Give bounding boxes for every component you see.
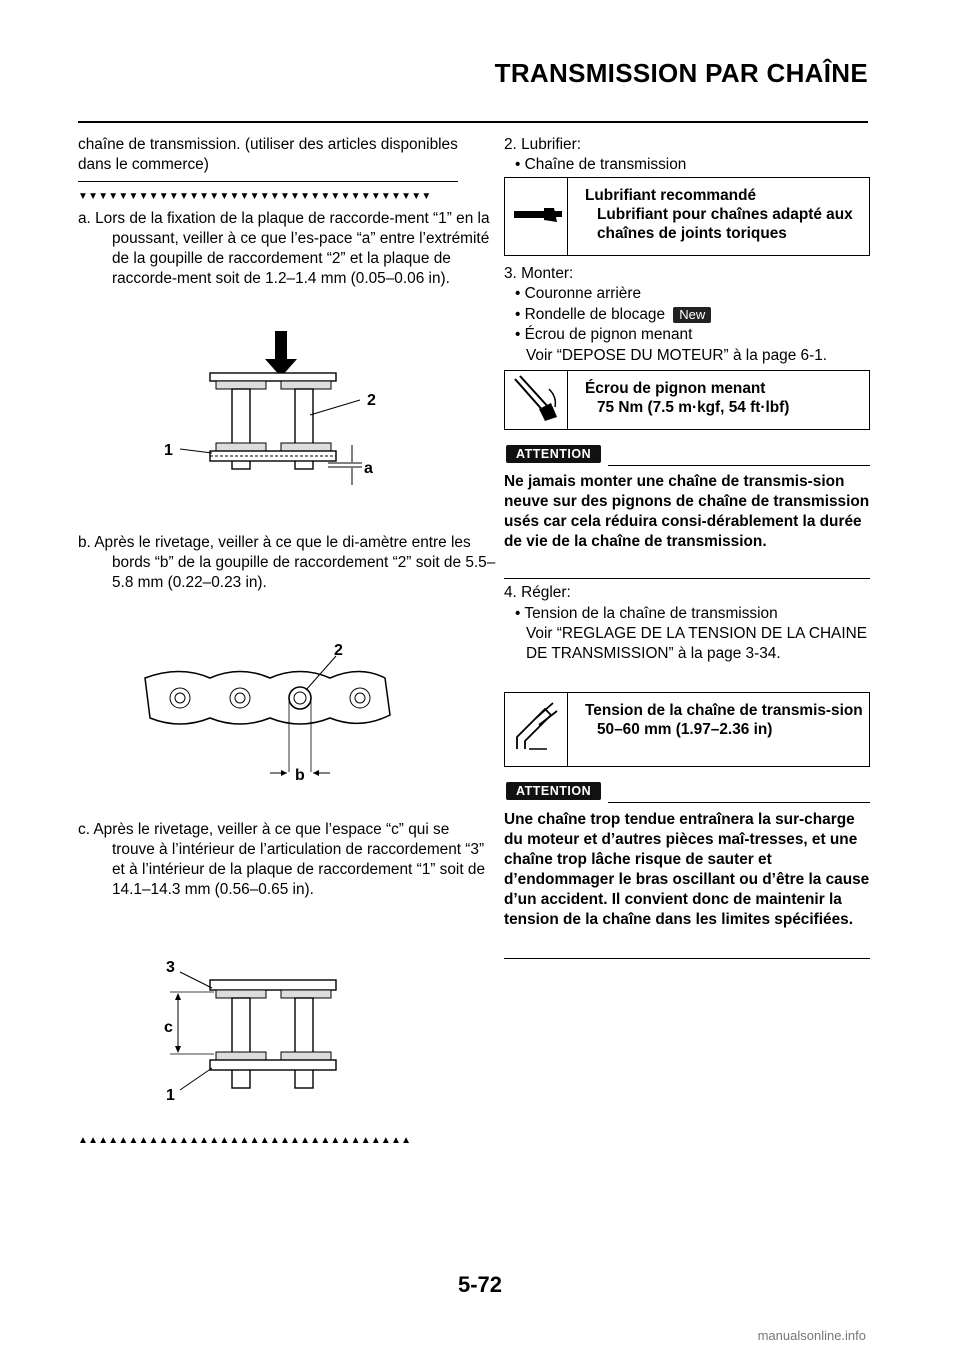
fig2-label-2: 2 bbox=[334, 642, 343, 659]
tension-title: Tension de la chaîne de transmis-sion bbox=[585, 702, 863, 719]
fig1-label-2: 2 bbox=[367, 392, 376, 409]
step-b: b. Après le rivetage, veiller à ce que le di-amètre entre les bords “b” de la goupille de raccordement “2” soit de 5.5–5.8 mm (0.22–0.23 in). bbox=[78, 534, 496, 591]
step-2-item: • Chaîne de transmission bbox=[515, 156, 687, 173]
tension-spec-box bbox=[504, 692, 870, 767]
step-4-reference: Voir “REGLAGE DE LA TENSION DE LA CHAINE DE TRANSMISSION” à la page 3-34. bbox=[526, 625, 867, 662]
attention-text-1: Ne jamais monter une chaîne de transmis-sion neuve sur des pignons de chaîne de transmission usés car cela réduira consi-dérablement la durée de vie de la chaîne de transmission. bbox=[504, 473, 870, 550]
torque-wrench-icon bbox=[505, 371, 567, 428]
divider bbox=[78, 181, 458, 182]
tension-value: 50–60 mm (1.97–2.36 in) bbox=[597, 721, 773, 738]
header-rule bbox=[78, 121, 868, 123]
step-3-item-1: • Couronne arrière bbox=[515, 285, 642, 302]
attention-end-rule-1 bbox=[504, 578, 870, 579]
attention-end-rule-2 bbox=[504, 958, 870, 959]
caliper-icon bbox=[505, 693, 567, 765]
fig3-label-1: 1 bbox=[166, 1087, 175, 1104]
step-2: 2. Lubrifier: bbox=[504, 136, 581, 153]
lubricant-spec-box bbox=[504, 177, 870, 256]
fig3-label-c: c bbox=[164, 1019, 173, 1036]
step-3-item-2: • Rondelle de blocage bbox=[515, 306, 665, 323]
step-c: c. Après le rivetage, veiller à ce que l’espace “c” qui se trouve à l’intérieur de l’articulation de raccordement “3” et à l’intérieur de la plaque de raccordement “1” soit de 14.1–14.3 mm (0.56–0.65 in). bbox=[78, 821, 486, 898]
lubricant-title: Lubrifiant recommandé bbox=[585, 187, 757, 204]
attention-text-2: Une chaîne trop tendue entraînera la sur-charge du moteur et d’autres pièces maî-tresses, et une chaîne trop lâche risque de sauter et d’endommager le bras oscillant ou d’être la cause d’un accident. Il convient donc de maintenir la tension de la chaîne dans les limites spécifiées. bbox=[504, 811, 870, 928]
attention-label-2: ATTENTION bbox=[506, 782, 601, 800]
step-3: 3. Monter: bbox=[504, 265, 574, 282]
watermark: manualsonline.info bbox=[757, 1328, 866, 1343]
torque-title: Écrou de pignon menant bbox=[585, 380, 766, 397]
page-number: 5-72 bbox=[457, 1272, 503, 1297]
fig1-label-1: 1 bbox=[164, 442, 173, 459]
torque-value: 75 Nm (7.5 m·kgf, 54 ft·lbf) bbox=[597, 399, 790, 416]
fig1-label-a: a bbox=[364, 460, 373, 477]
figure-inner-gap bbox=[150, 950, 390, 1110]
fig3-label-3: 3 bbox=[166, 959, 175, 976]
torque-spec-box bbox=[504, 370, 870, 430]
attention-rule-2 bbox=[608, 802, 870, 803]
new-badge: New bbox=[673, 307, 711, 323]
grease-gun-icon bbox=[505, 178, 567, 254]
step-3-reference: Voir “DEPOSE DU MOTEUR” à la page 6-1. bbox=[526, 347, 828, 364]
procedure-end-marker: ▲▲▲▲▲▲▲▲▲▲▲▲▲▲▲▲▲▲▲▲▲▲▲▲▲▲▲▲▲▲▲▲▲ bbox=[78, 1136, 412, 1146]
fig2-label-b: b bbox=[295, 767, 305, 780]
figure-connecting-plate bbox=[150, 325, 390, 495]
page-title: TRANSMISSION PAR CHAÎNE bbox=[494, 58, 868, 88]
step-3-item-3: • Écrou de pignon menant bbox=[515, 326, 693, 343]
push-arrow bbox=[265, 331, 297, 377]
lubricant-value: Lubrifiant pour chaînes adapté aux chaînes de joints toriques bbox=[597, 206, 853, 242]
torque-icon-cell bbox=[505, 371, 568, 429]
lubricant-icon-cell bbox=[505, 178, 568, 255]
attention-rule-1 bbox=[608, 465, 870, 466]
step-4-item: • Tension de la chaîne de transmission bbox=[515, 605, 778, 622]
intro-text: chaîne de transmission. (utiliser des articles disponibles dans le commerce) bbox=[78, 136, 458, 173]
step-a: a. Lors de la fixation de la plaque de raccorde-ment “1” en la poussant, veiller à ce que l’es-pace “a” entre l’extrémité de la goupille de raccordement “2” et la plaque de raccorde-ment soit de 1.2–1.4 mm (0.05–0.06 in). bbox=[78, 210, 490, 287]
figure-pin-diameter bbox=[140, 640, 400, 780]
tension-icon-cell bbox=[505, 693, 568, 766]
step-4: 4. Régler: bbox=[504, 584, 571, 601]
attention-label-1: ATTENTION bbox=[506, 445, 601, 463]
procedure-start-marker: ▼▼▼▼▼▼▼▼▼▼▼▼▼▼▼▼▼▼▼▼▼▼▼▼▼▼▼▼▼▼▼▼▼▼▼ bbox=[78, 192, 432, 202]
